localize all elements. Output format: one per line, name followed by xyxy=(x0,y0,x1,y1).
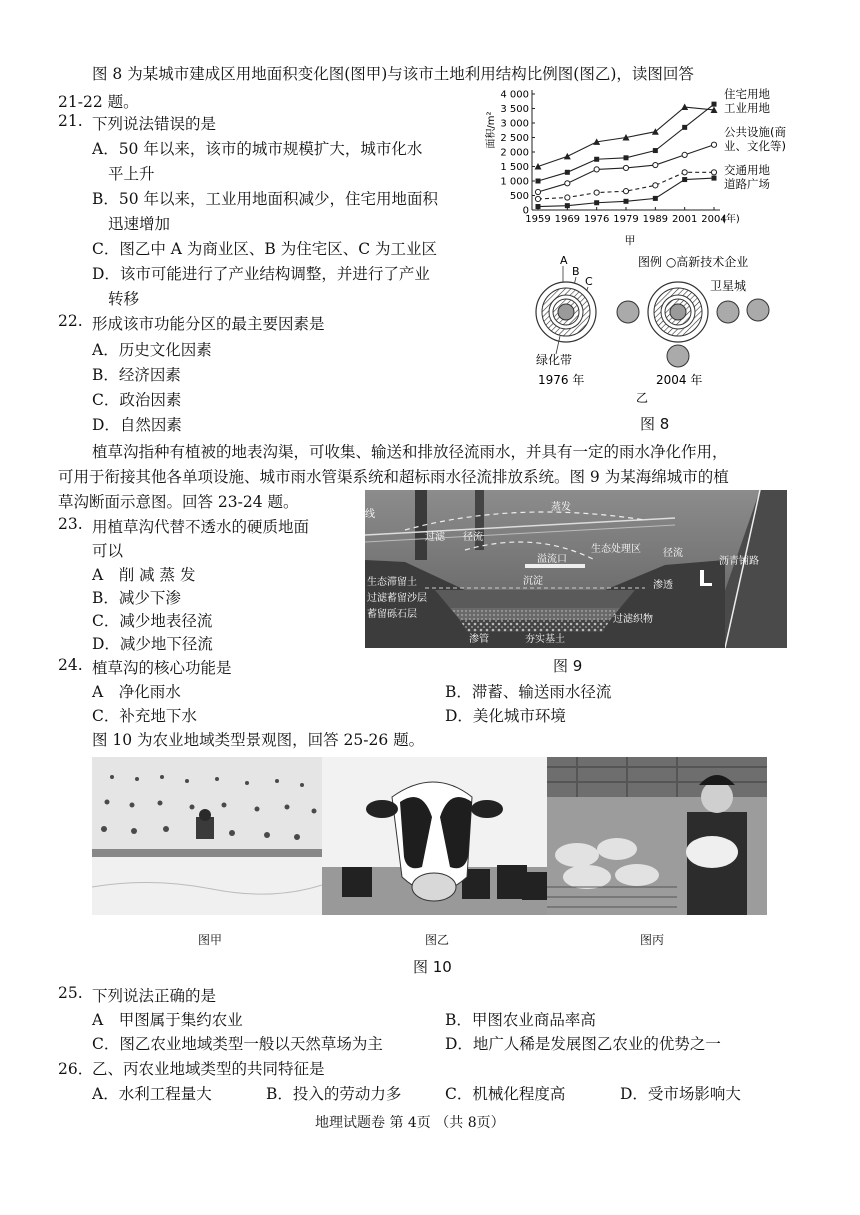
data-point xyxy=(653,162,658,167)
q23-option-d: D．减少地下径流 xyxy=(92,635,213,653)
data-point xyxy=(535,196,540,201)
data-point xyxy=(623,189,628,194)
y-tick-label: 1 500 xyxy=(500,162,529,173)
legend-entry: 公共设施(商 xyxy=(724,125,786,139)
fig10-jia-label: 图甲 xyxy=(198,933,223,947)
legend-entry: 道路广场 xyxy=(724,177,770,191)
q22-option-d: D．自然因素 xyxy=(92,416,182,434)
x-tick-label: 1989 xyxy=(642,214,669,225)
legend-entry: 业、文化等) xyxy=(724,139,786,153)
fig10-bing-label: 图丙 xyxy=(640,933,665,947)
data-point xyxy=(535,163,542,170)
question-23-stem-line2: 可以 xyxy=(92,542,124,560)
data-point xyxy=(711,142,716,147)
x-tick-label: 1979 xyxy=(613,214,639,225)
data-point xyxy=(624,155,629,160)
data-point xyxy=(682,152,687,157)
data-point xyxy=(594,200,599,205)
satellite-city-2-icon xyxy=(747,299,769,321)
fig9-label-eco-zone: 生态处理区 xyxy=(591,544,641,555)
data-point xyxy=(623,165,628,170)
y-tick-label: 2 000 xyxy=(500,147,529,159)
fig9-label-sand-layer: 过滤蓄留沙层 xyxy=(367,593,427,604)
fig9-label-runoff-2: 径流 xyxy=(663,548,683,559)
fig10-yi-label: 图乙 xyxy=(425,933,450,947)
q21-option-d-line2: 转移 xyxy=(108,290,140,308)
city-2004-rings xyxy=(648,282,708,342)
data-point xyxy=(536,179,541,184)
fig9-label-pipe: 渗管 xyxy=(469,634,489,645)
q23-option-b: B．减少下渗 xyxy=(92,589,181,607)
satellite-city-3-icon xyxy=(667,345,689,367)
q25-option-b: B．甲图农业商品率高 xyxy=(445,1011,596,1029)
data-point xyxy=(653,183,658,188)
fig9-label-filter: 过滤 xyxy=(425,532,445,543)
data-point xyxy=(565,170,570,175)
q25-option-c: C．图乙农业地域类型一般以天然草场为主 xyxy=(92,1035,383,1053)
fig9-label-retention-soil: 生态滞留土 xyxy=(367,577,417,588)
intro-fig9-line2: 可用于衔接其他各单项设施、城市雨水管渠系统和超标雨水径流排放系统。图 9 为某海绵城市的植 xyxy=(58,468,729,486)
high-tech-enterprise-icon xyxy=(617,301,639,323)
y-axis-label: 面积/m² xyxy=(486,111,497,149)
x-tick-label: 1969 xyxy=(554,214,581,225)
data-point xyxy=(653,196,658,201)
page-footer: 地理试题卷 第 4页 （共 8页） xyxy=(315,1115,505,1131)
satellite-city-1-icon xyxy=(717,301,739,323)
fig9-label-sediment: 沉淀 xyxy=(523,576,543,587)
x-tick-label: 1976 xyxy=(583,214,610,225)
question-23-stem-line1: 用植草沟代替不透水的硬质地面 xyxy=(92,518,310,536)
data-point xyxy=(682,177,687,182)
data-point xyxy=(565,181,570,186)
question-22-stem: 形成该市功能分区的最主要因素是 xyxy=(92,315,325,333)
question-22-number: 22. xyxy=(58,312,83,330)
q21-option-b-line2: 迅速增加 xyxy=(108,215,171,233)
q22-option-b: B．经济因素 xyxy=(92,366,181,384)
q21-option-b-line1: B．50 年以来，工业用地面积减少，住宅用地面积 xyxy=(92,190,439,208)
intro-fig8-line1: 图 8 为某城市建成区用地面积变化图(图甲)与该市土地利用结构比例图(图乙)，读图回答 xyxy=(92,65,694,83)
q21-option-a-line2: 平上升 xyxy=(108,165,155,183)
fig9-caption: 图 9 xyxy=(553,657,583,675)
fig10-caption: 图 10 xyxy=(413,958,452,976)
fig9-grass-swale-diagram xyxy=(365,490,787,648)
q25-option-a: A 甲图属于集约农业 xyxy=(92,1011,243,1029)
data-point xyxy=(594,167,599,172)
q21-option-a-line1: A．50 年以来，该市的城市规模扩大，城市化水 xyxy=(92,140,423,158)
fig9-label-infiltrate: 渗透 xyxy=(653,580,673,591)
fig8-yi-diagram xyxy=(530,250,790,410)
legend-entry: 工业用地 xyxy=(724,101,770,115)
label-b: B xyxy=(572,265,580,278)
q22-option-c: C．政治因素 xyxy=(92,391,182,409)
question-26-number: 26． xyxy=(58,1060,94,1078)
data-point xyxy=(594,190,599,195)
question-21-number: 21. xyxy=(58,112,83,130)
fig9-label-overflow: 溢流口 xyxy=(537,554,567,565)
greenbelt-label: 绿化带 xyxy=(536,353,573,367)
q21-option-d-line1: D．该市可能进行了产业结构调整，并进行了产业 xyxy=(92,265,430,283)
y-tick-label: 0 xyxy=(522,205,529,217)
fig9-label-xian: 线 xyxy=(365,509,375,520)
data-point xyxy=(624,199,629,204)
intro-fig8-line2: 21-22 题。 xyxy=(58,93,139,111)
fig9-label-compacted: 夯实基土 xyxy=(525,634,565,645)
city-1976-rings xyxy=(536,282,596,342)
q24-option-a: A 净化雨水 xyxy=(92,683,181,701)
q23-option-a: A 削 减 蒸 发 xyxy=(92,566,196,584)
fig9-label-evaporation: 蒸发 xyxy=(551,502,571,513)
q26-option-c: C．机械化程度高 xyxy=(445,1085,566,1103)
question-21-stem: 下列说法错误的是 xyxy=(92,115,217,133)
question-23-number: 23. xyxy=(58,515,83,533)
data-point xyxy=(565,203,570,208)
x-tick-label: 1959 xyxy=(525,214,551,225)
x-tick-label: 2001 xyxy=(671,214,698,225)
y-tick-label: 3 000 xyxy=(500,118,529,130)
q26-option-a: A．水利工程量大 xyxy=(92,1085,212,1103)
q24-option-d: D．美化城市环境 xyxy=(445,707,566,725)
data-point xyxy=(682,170,687,175)
fig10-jia-rice-paddy-photo xyxy=(92,757,322,915)
fig10-bing-pig-farm-photo xyxy=(547,757,767,915)
label-a: A xyxy=(560,254,568,267)
data-point xyxy=(712,102,717,107)
fig9-label-gravel-layer: 蓄留砾石层 xyxy=(367,609,417,620)
fig9-label-asphalt: 沥青铺路 xyxy=(719,556,759,567)
intro-fig9-line1: 植草沟指种有植被的地表沟渠，可收集、输送和排放径流雨水，并具有一定的雨水净化作用， xyxy=(92,443,728,461)
fig8-yi-sublabel: 乙 xyxy=(636,391,649,405)
data-point xyxy=(536,204,541,209)
fig8-jia-line-chart xyxy=(480,84,800,250)
q23-option-c: C．减少地表径流 xyxy=(92,612,213,630)
data-point xyxy=(711,170,716,175)
q24-option-c: C．补充地下水 xyxy=(92,707,197,725)
fig8-legend-text: 图例 ○高新技术企业 xyxy=(638,255,749,269)
y-tick-label: 2 500 xyxy=(500,133,529,144)
series-line xyxy=(538,172,714,199)
satellite-city-label: 卫星城 xyxy=(710,279,747,293)
question-25-number: 25. xyxy=(58,984,83,1002)
year-1976-label: 1976 年 xyxy=(538,373,585,387)
question-24-stem: 植草沟的核心功能是 xyxy=(92,659,232,677)
data-point xyxy=(564,153,571,160)
y-tick-label: 4 000 xyxy=(500,89,529,101)
q24-option-b: B．滞蓄、输送雨水径流 xyxy=(445,683,612,701)
y-tick-label: 3 500 xyxy=(500,104,529,115)
q21-option-c: C．图乙中 A 为商业区、B 为住宅区、C 为工业区 xyxy=(92,240,438,258)
data-point xyxy=(535,189,540,194)
legend-entry: 交通用地 xyxy=(724,163,770,177)
x-tick-label: 2004 xyxy=(701,214,727,225)
fig10-yi-dairy-cow-photo xyxy=(322,757,547,915)
fig8-jia-sublabel: 甲 xyxy=(624,234,636,247)
fig9-label-fabric: 过滤织物 xyxy=(613,614,653,625)
data-point xyxy=(653,148,658,153)
fig8-caption: 图 8 xyxy=(640,415,670,433)
question-24-number: 24. xyxy=(58,656,83,674)
data-point xyxy=(712,176,717,181)
data-point xyxy=(682,125,687,130)
intro-fig10: 图 10 为农业地域类型景观图，回答 25-26 题。 xyxy=(92,731,425,749)
q22-option-a: A．历史文化因素 xyxy=(92,341,212,359)
fig9-label-runoff-1: 径流 xyxy=(463,532,483,543)
q25-option-d: D．地广人稀是发展图乙农业的优势之一 xyxy=(445,1035,721,1053)
intro-fig9-line3: 草沟断面示意图。回答 23-24 题。 xyxy=(58,493,299,511)
q26-option-d: D．受市场影响大 xyxy=(620,1085,741,1103)
legend-entry: 住宅用地 xyxy=(724,87,770,101)
data-point xyxy=(565,195,570,200)
x-axis-label: (年) xyxy=(722,214,740,225)
y-tick-label: 1 000 xyxy=(500,176,529,188)
y-tick-label: 500 xyxy=(509,191,529,202)
data-point xyxy=(594,157,599,162)
year-2004-label: 2004 年 xyxy=(656,373,703,387)
question-26-stem: 乙、丙农业地域类型的共同特征是 xyxy=(92,1060,325,1078)
q26-option-b: B．投入的劳动力多 xyxy=(266,1085,402,1103)
question-25-stem: 下列说法正确的是 xyxy=(92,987,217,1005)
label-c: C xyxy=(585,275,593,288)
